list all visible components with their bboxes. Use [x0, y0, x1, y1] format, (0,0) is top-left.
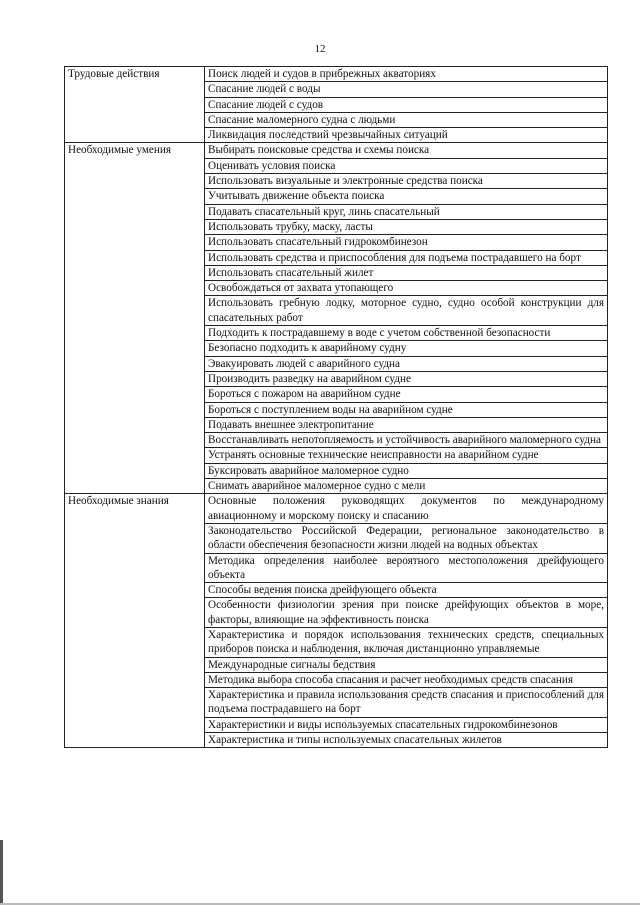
section-item: Оценивать условия поиска — [205, 158, 608, 173]
section-item: Учитывать движение объекта поиска — [205, 189, 608, 204]
section-item: Использовать средства и приспособления для подъема пострадавшего на борт — [205, 250, 608, 265]
section-item: Безопасно подходить к аварийному судну — [205, 341, 608, 356]
section-item: Производить разведку на аварийном судне — [205, 371, 608, 386]
section-item: Международные сигналы бедствия — [205, 657, 608, 672]
section-item: Использовать визуальные и электронные средства поиска — [205, 174, 608, 189]
section-item: Использовать спасательный гидрокомбинезон — [205, 235, 608, 250]
section-item: Подавать внешнее электропитание — [205, 417, 608, 432]
section-item: Способы ведения поиска дрейфующего объекта — [205, 583, 608, 598]
section-item: Снимать аварийное маломерное судно с мели — [205, 479, 608, 494]
section-label: Необходимые знания — [65, 494, 205, 748]
qualification-table — [64, 66, 608, 748]
page-number: 12 — [314, 43, 326, 55]
section-item: Спасание маломерного судна с людьми — [205, 112, 608, 127]
section-item: Спасание людей с воды — [205, 82, 608, 97]
section-item: Использовать гребную лодку, моторное судно, судно особой конструкции для спасательных работ — [205, 296, 608, 326]
section-item: Устранять основные технические неисправности на аварийном судне — [205, 448, 608, 463]
scan-edge-left — [0, 840, 3, 905]
section-item: Характеристика и правила использования средств спасания и приспособлений для подъема пострадавшего на борт — [205, 688, 608, 718]
section-item: Спасание людей с судов — [205, 97, 608, 112]
section-item: Ликвидация последствий чрезвычайных ситуаций — [205, 128, 608, 143]
table-row — [65, 67, 608, 82]
section-item: Бороться с поступлением воды на аварийном судне — [205, 402, 608, 417]
section-item: Восстанавливать непотопляемость и устойчивость аварийного маломерного судна — [205, 433, 608, 448]
section-item: Бороться с пожаром на аварийном судне — [205, 387, 608, 402]
section-item: Использовать трубку, маску, ласты — [205, 219, 608, 234]
section-item: Методика выбора способа спасания и расчет необходимых средств спасания — [205, 672, 608, 687]
section-item: Выбирать поисковые средства и схемы поиска — [205, 143, 608, 158]
section-item: Освобождаться от захвата утопающего — [205, 281, 608, 296]
section-item: Поиск людей и судов в прибрежных акваториях — [205, 67, 608, 82]
section-item: Законодательство Российской Федерации, региональное законодательство в области обеспечения безопасности жизни людей на водных объектах — [205, 523, 608, 553]
section-item: Методика определения наиболее вероятного местоположения дрейфующего объекта — [205, 553, 608, 583]
section-item: Подходить к пострадавшему в воде с учетом собственной безопасности — [205, 326, 608, 341]
table-row — [65, 143, 608, 158]
section-label: Необходимые умения — [65, 143, 205, 494]
section-item: Буксировать аварийное маломерное судно — [205, 463, 608, 478]
section-item: Эвакуировать людей с аварийного судна — [205, 356, 608, 371]
section-item: Основные положения руководящих документов по международному авиационному и морскому поиску и спасанию — [205, 494, 608, 524]
section-item: Характеристика и порядок использования технических средств, специальных приборов поиска и наблюдения, включая дистанционно управляемые — [205, 627, 608, 657]
section-item: Подавать спасательный круг, линь спасательный — [205, 204, 608, 219]
section-item: Характеристика и типы используемых спасательных жилетов — [205, 733, 608, 748]
section-item: Особенности физиологии зрения при поиске дрейфующих объектов в море, факторы, влияющие на эффективность поиска — [205, 598, 608, 628]
table-row — [65, 494, 608, 524]
section-item: Характеристики и виды используемых спасательных гидрокомбинезонов — [205, 717, 608, 732]
section-item: Использовать спасательный жилет — [205, 265, 608, 280]
section-label: Трудовые действия — [65, 67, 205, 143]
